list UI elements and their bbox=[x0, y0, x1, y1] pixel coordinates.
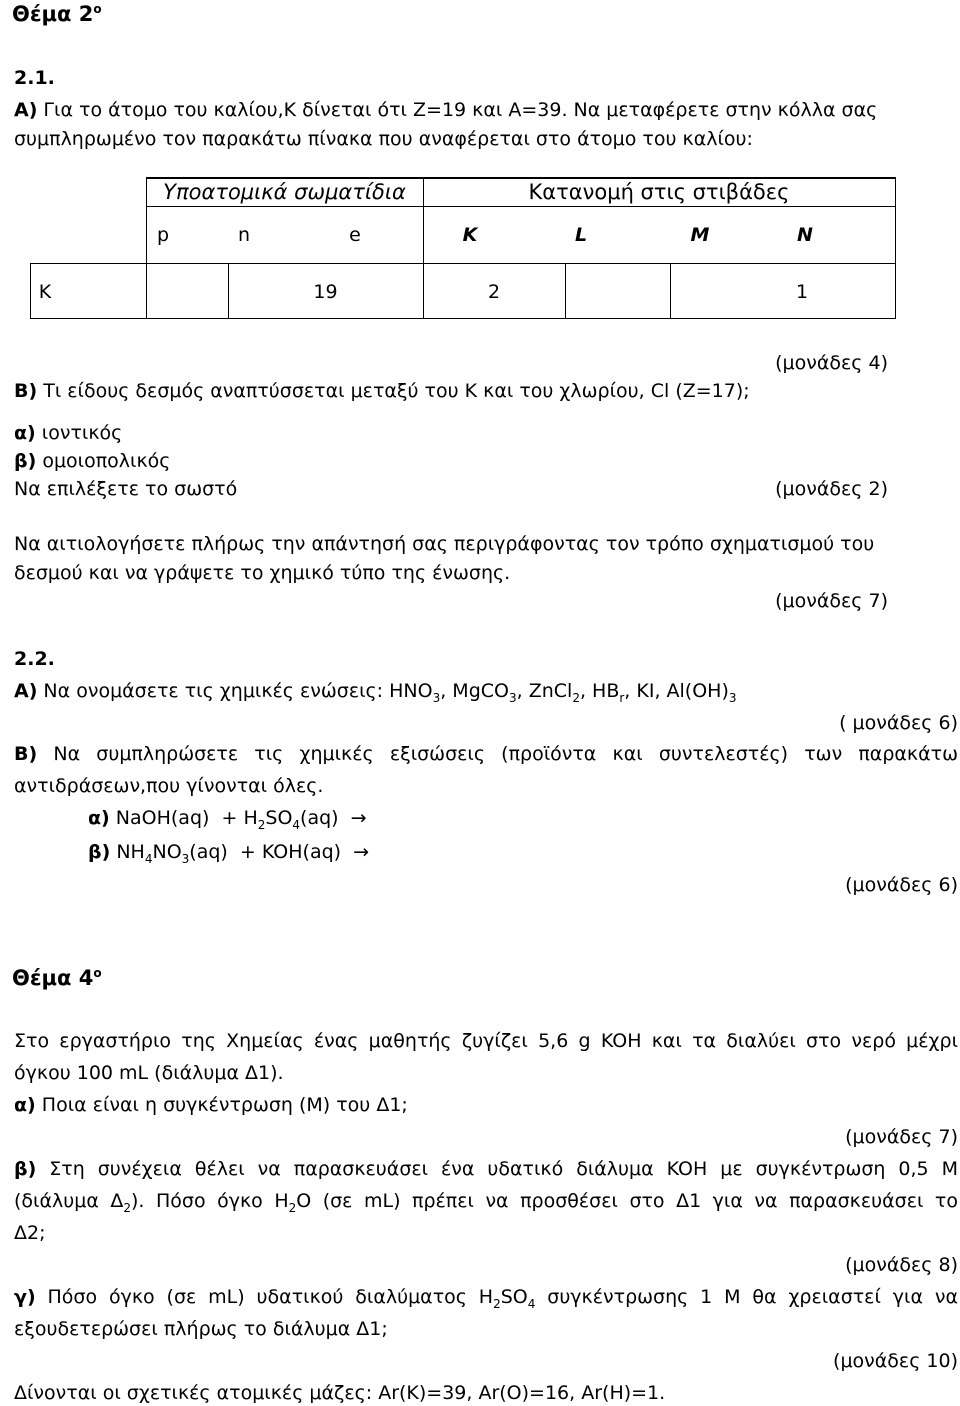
q4-b-line2: (διάλυμα $\Delta_2$). Πόσο όγκο $H_2O$ (σε mL) πρέπει να προσθέσει στο Δ1 για να παρασκευάσει το bbox=[14, 1190, 958, 1215]
heading-text: Θέμα 2 bbox=[12, 2, 94, 26]
heading-topic-2 bbox=[12, 2, 102, 26]
q21-a-line1 bbox=[14, 98, 877, 122]
points-q4-b: (μονάδες 8) bbox=[845, 1254, 958, 1276]
col-N: N bbox=[797, 224, 813, 246]
points-q21-b1: (μονάδες 2) bbox=[775, 478, 888, 500]
col-L: L bbox=[574, 224, 588, 246]
q4-a: α) Ποια είναι η συγκέντρωση (Μ) του Δ1; bbox=[14, 1094, 408, 1116]
q22-b-line1: Β) Να συμπληρώσετε τις χημικές εξισώσεις (προϊόντα και συντελεστές) των παρακάτω bbox=[14, 743, 958, 765]
question-2-2-number: 2.2. bbox=[14, 648, 55, 670]
cell-e-19: 19 bbox=[313, 281, 338, 303]
question-2-1-number: 2.1. bbox=[14, 67, 55, 89]
points-q22-a: ( μονάδες 6) bbox=[839, 712, 958, 734]
option-b: β) ομοιοπολικός bbox=[14, 450, 171, 472]
col-K: K bbox=[462, 224, 478, 246]
points-q4-c: (μονάδες 10) bbox=[833, 1350, 958, 1372]
arrow-icon: → bbox=[353, 841, 370, 863]
col-group-subatomic: Υποατομικά σωματίδια bbox=[163, 180, 406, 204]
col-e: e bbox=[349, 224, 361, 246]
col-group-shells: Κατανομή στις στιβάδες bbox=[528, 180, 790, 204]
col-p: p bbox=[156, 224, 170, 246]
q22-b-line2: αντιδράσεων,που γίνονται όλες. bbox=[14, 775, 324, 797]
q4-intro-line1: Στο εργαστήριο της Χημείας ένας μαθητής ζυγίζει 5,6 g KOH και τα διαλύει στο νερό μέχρι bbox=[14, 1030, 958, 1052]
arrow-icon: → bbox=[350, 807, 367, 829]
points-q22-b: (μονάδες 6) bbox=[845, 874, 958, 896]
col-M: M bbox=[690, 224, 710, 246]
q4-intro-line2: όγκου 100 mL (διάλυμα Δ1). bbox=[14, 1062, 284, 1084]
label-A: Α) bbox=[14, 99, 38, 121]
q4-b-line3: Δ2; bbox=[14, 1222, 46, 1244]
points-q21-b2: (μονάδες 7) bbox=[775, 590, 888, 612]
q21-a-text: Για το άτομο του καλίου,Κ δίνεται ότι Ζ=19 και Α=39. Να μεταφέρετε στην κόλλα σας bbox=[37, 99, 878, 121]
potassium-table bbox=[30, 177, 896, 319]
cell-K-2: 2 bbox=[487, 281, 501, 303]
q21-b-text: Β) Τι είδους δεσμός αναπτύσσεται μεταξύ του K και του χλωρίου, Cl (Z=17); bbox=[14, 380, 750, 402]
cell-M-1: 1 bbox=[795, 281, 809, 303]
q4-c-line2: εξουδετερώσει πλήρως το διάλυμα Δ1; bbox=[14, 1318, 388, 1340]
heading-sup: ο bbox=[93, 2, 102, 16]
justify-line1: Να αιτιολογήσετε πλήρως την απάντησή σας περιγράφοντας τον τρόπο σχηματισμού του bbox=[14, 533, 875, 555]
equation-a: α) NaOH(aq) + $H_2SO_4(aq)$ → bbox=[88, 807, 367, 832]
row-label-K: K bbox=[38, 281, 52, 303]
given-atomic-masses: Δίνονται οι σχετικές ατομικές μάζες: Ar(K)=39, Ar(O)=16, Ar(H)=1. bbox=[14, 1382, 666, 1404]
col-n: n bbox=[237, 224, 251, 246]
q21-a-line2: συμπληρωμένο τον παρακάτω πίνακα που αναφέρεται στο άτομο του καλίου: bbox=[14, 128, 753, 150]
heading-topic-4: Θέμα $4^o$ bbox=[12, 966, 102, 990]
justify-line2: δεσμού και να γράψετε το χημικό τύπο της ένωσης. bbox=[14, 562, 511, 584]
q22-a-text: Α) Να ονομάσετε τις χημικές ενώσεις: $HNO_3$, MgCO$_3$, ZnCl$_2$, $HB_r$, KI, $Al(OH)_3$ bbox=[14, 680, 737, 705]
equation-b: β) $NH_4NO_3(aq) + KOH(aq)$ → bbox=[88, 841, 370, 866]
choose-correct: Να επιλέξετε το σωστό bbox=[14, 478, 238, 500]
q4-b-line1: β) Στη συνέχεια θέλει να παρασκευάσει ένα υδατικό διάλυμα KOH με συγκέντρωση 0,5 M bbox=[14, 1158, 958, 1180]
q4-c-line1: γ) Πόσο όγκο (σε mL) υδατικού διαλύματος $H_2SO_4$ συγκέντρωσης 1 Μ θα χρειαστεί για να bbox=[14, 1286, 958, 1311]
option-a: α) ιοντικός bbox=[14, 422, 123, 444]
points-q21-a: (μονάδες 4) bbox=[775, 352, 888, 374]
points-q4-a: (μονάδες 7) bbox=[845, 1126, 958, 1148]
